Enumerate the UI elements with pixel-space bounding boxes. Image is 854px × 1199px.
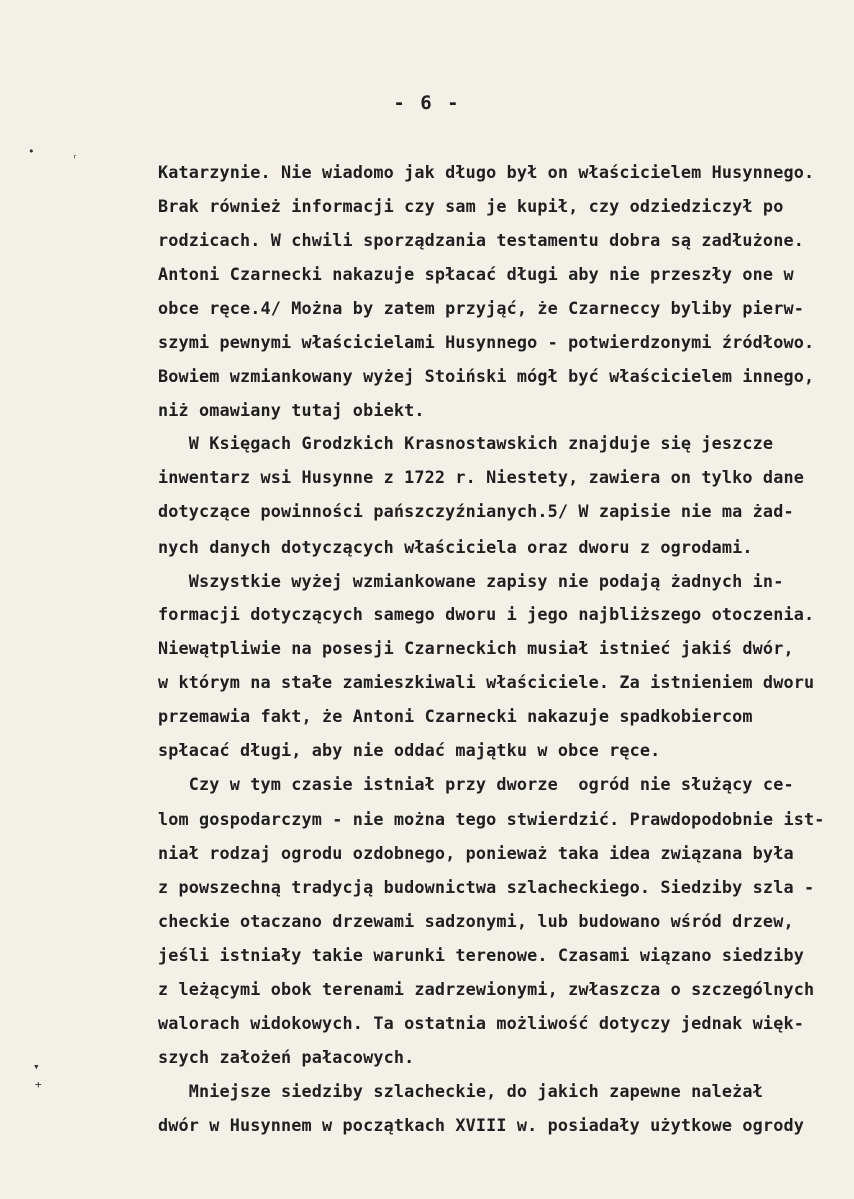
- text-line: Mniejsze siedziby szlacheckie, do jakich zapewne należał: [158, 1081, 763, 1101]
- margin-mark: •: [28, 145, 35, 158]
- text-line: niał rodzaj ogrodu ozdobnego, ponieważ taka idea związana była: [158, 843, 794, 863]
- text-line: dotyczące powinności pańszczyźnianych.5/ W zapisie nie ma żad-: [158, 501, 794, 521]
- text-line: Czy w tym czasie istniał przy dworze ogród nie służący ce-: [158, 774, 794, 794]
- text-line: dwór w Husynnem w początkach XVIII w. posiadały użytkowe ogrody: [158, 1115, 804, 1135]
- margin-mark: ▾: [33, 1060, 40, 1073]
- text-line: Niewątpliwie na posesji Czarneckich musiał istnieć jakiś dwór,: [158, 638, 794, 658]
- margin-mark: +: [35, 1078, 42, 1091]
- text-line: W Księgach Grodzkich Krasnostawskich znajduje się jeszcze: [158, 433, 774, 453]
- text-line: Antoni Czarnecki nakazuje spłacać długi aby nie przeszły one w: [158, 264, 794, 284]
- text-line: szych założeń pałacowych.: [158, 1047, 415, 1067]
- margin-mark: ʳ: [72, 152, 79, 165]
- text-line: niż omawiany tutaj obiekt.: [158, 400, 425, 420]
- text-line: jeśli istniały takie warunki terenowe. Czasami wiązano siedziby: [158, 945, 804, 965]
- page-number: - 6 -: [393, 92, 461, 114]
- text-line: z leżącymi obok terenami zadrzewionymi, zwłaszcza o szczególnych: [158, 979, 815, 999]
- text-line: walorach widokowych. Ta ostatnia możliwość dotyczy jednak więk-: [158, 1013, 804, 1033]
- text-line: rodzicach. W chwili sporządzania testamentu dobra są zadłużone.: [158, 230, 804, 250]
- text-line: z powszechną tradycją budownictwa szlacheckiego. Siedziby szla -: [158, 877, 815, 897]
- text-line: szymi pewnymi właścicielami Husynnego - potwierdzonymi źródłowo.: [158, 332, 815, 352]
- text-line: obce ręce.4/ Można by zatem przyjąć, że Czarneccy byliby pierw-: [158, 298, 804, 318]
- text-line: Wszystkie wyżej wzmiankowane zapisy nie podają żadnych in-: [158, 571, 784, 591]
- text-line: inwentarz wsi Husynne z 1722 r. Niestety, zawiera on tylko dane: [158, 467, 804, 487]
- text-line: Brak również informacji czy sam je kupił, czy odziedziczył po: [158, 196, 784, 216]
- text-line: checkie otaczano drzewami sadzonymi, lub budowano wśród drzew,: [158, 911, 794, 931]
- text-line: lom gospodarczym - nie można tego stwierdzić. Prawdopodobnie ist-: [158, 809, 825, 829]
- text-line: przemawia fakt, że Antoni Czarnecki nakazuje spadkobiercom: [158, 706, 753, 726]
- text-line: Katarzynie. Nie wiadomo jak długo był on właścicielem Husynnego.: [158, 162, 815, 182]
- text-line: formacji dotyczących samego dworu i jego najbliższego otoczenia.: [158, 604, 815, 624]
- text-line: nych danych dotyczących właściciela oraz dworu z ogrodami.: [158, 537, 753, 557]
- text-line: w którym na stałe zamieszkiwali właściciele. Za istnieniem dworu: [158, 672, 815, 692]
- text-line: Bowiem wzmiankowany wyżej Stoiński mógł być właścicielem innego,: [158, 366, 815, 386]
- text-line: spłacać długi, aby nie oddać majątku w obce ręce.: [158, 740, 661, 760]
